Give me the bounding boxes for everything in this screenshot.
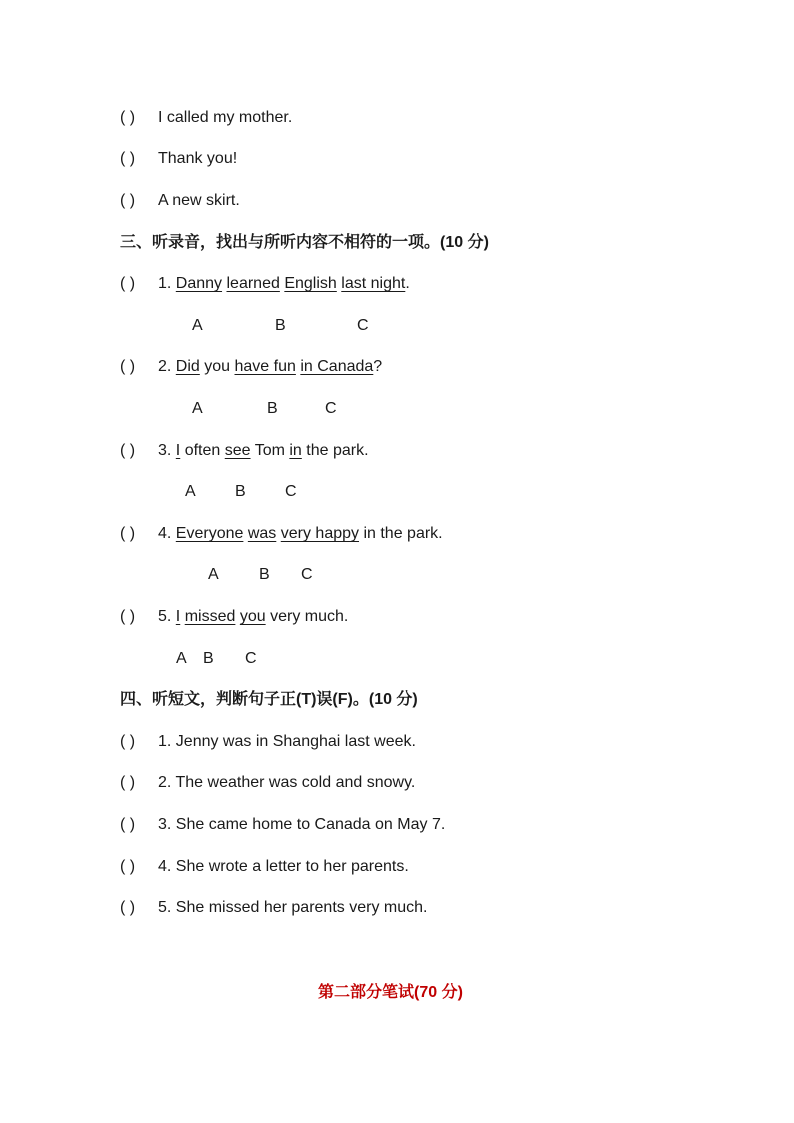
q-num: 5. bbox=[158, 608, 176, 625]
option-letter-a: A bbox=[192, 400, 203, 417]
answer-blank[interactable]: ( ) bbox=[120, 275, 136, 292]
underlined-word: was bbox=[247, 525, 277, 542]
text: . bbox=[405, 275, 410, 292]
text: ? bbox=[373, 358, 383, 375]
underlined-word: I bbox=[175, 442, 181, 459]
underlined-word: Did bbox=[175, 358, 200, 375]
q-num: 3. bbox=[158, 442, 176, 459]
option-text: I called my mother. bbox=[158, 109, 293, 126]
answer-blank[interactable]: ( ) bbox=[120, 608, 136, 625]
underlined-word: last night bbox=[341, 275, 406, 292]
text: you bbox=[199, 358, 235, 375]
option-letter-c: C bbox=[357, 317, 369, 334]
question-1 bbox=[120, 274, 410, 294]
tf-statement: 4. She wrote a letter to her parents. bbox=[158, 858, 409, 875]
underlined-word: very happy bbox=[280, 525, 360, 542]
tf-statement: 5. She missed her parents very much. bbox=[158, 899, 428, 916]
tf-statement: 2. The weather was cold and snowy. bbox=[158, 774, 416, 791]
option-letter-b: B bbox=[267, 400, 278, 417]
answer-blank[interactable]: ( ) bbox=[120, 899, 136, 916]
underlined-word: missed bbox=[184, 608, 236, 625]
answer-blank[interactable]: ( ) bbox=[120, 525, 136, 542]
tf-item bbox=[120, 773, 415, 793]
option-letter-b: B bbox=[203, 650, 214, 667]
option-letter-a: A bbox=[185, 483, 196, 500]
text: in the park. bbox=[359, 525, 443, 542]
question-3 bbox=[120, 441, 369, 461]
option-letter-c: C bbox=[325, 400, 337, 417]
tf-statement: 3. She came home to Canada on May 7. bbox=[158, 816, 446, 833]
option-letter-a: A bbox=[176, 650, 187, 667]
section-4-heading: 四、听短文，判断句子正(T)误(F)。(10 分) bbox=[120, 691, 418, 708]
tf-statement: 1. Jenny was in Shanghai last week. bbox=[158, 733, 416, 750]
underlined-word: I bbox=[175, 608, 181, 625]
option-letter-b: B bbox=[259, 566, 270, 583]
option-letter-a: A bbox=[192, 317, 203, 334]
text: often bbox=[180, 442, 225, 459]
question-2 bbox=[120, 357, 382, 377]
answer-blank[interactable]: ( ) bbox=[120, 774, 136, 791]
option-letter-b: B bbox=[275, 317, 286, 334]
underlined-word: Everyone bbox=[175, 525, 244, 542]
q-num: 2. bbox=[158, 358, 176, 375]
underlined-word: learned bbox=[226, 275, 280, 292]
tf-item bbox=[120, 857, 409, 877]
answer-blank[interactable]: ( ) bbox=[120, 858, 136, 875]
section-3-heading: 三、听录音，找出与所听内容不相符的一项。(10 分) bbox=[120, 234, 489, 251]
tf-item bbox=[120, 815, 445, 835]
underlined-word: English bbox=[284, 275, 337, 292]
tf-item bbox=[120, 898, 427, 918]
answer-blank[interactable]: ( ) bbox=[120, 816, 136, 833]
answer-row bbox=[120, 149, 237, 169]
answer-row bbox=[120, 108, 292, 128]
option-letter-a: A bbox=[208, 566, 219, 583]
answer-blank[interactable]: ( ) bbox=[120, 358, 136, 375]
underlined-word: you bbox=[239, 608, 266, 625]
underlined-word: have fun bbox=[234, 358, 296, 375]
answer-blank[interactable]: ( ) bbox=[120, 150, 136, 167]
underlined-word: in bbox=[289, 442, 302, 459]
tf-item bbox=[120, 732, 416, 752]
answer-blank[interactable]: ( ) bbox=[120, 733, 136, 750]
option-letter-c: C bbox=[245, 650, 257, 667]
underlined-word: Danny bbox=[175, 275, 223, 292]
option-text: A new skirt. bbox=[158, 192, 240, 209]
answer-blank[interactable]: ( ) bbox=[120, 442, 136, 459]
text: Tom bbox=[250, 442, 290, 459]
underlined-word: in Canada bbox=[300, 358, 374, 375]
q-num: 1. bbox=[158, 275, 176, 292]
option-letter-b: B bbox=[235, 483, 246, 500]
part-2-title: 第二部分笔试(70 分) bbox=[318, 984, 463, 1001]
text: the park. bbox=[301, 442, 369, 459]
option-letter-c: C bbox=[285, 483, 297, 500]
text: very much. bbox=[265, 608, 349, 625]
answer-blank[interactable]: ( ) bbox=[120, 192, 136, 209]
answer-row bbox=[120, 191, 240, 211]
q-num: 4. bbox=[158, 525, 176, 542]
question-5 bbox=[120, 607, 348, 627]
answer-blank[interactable]: ( ) bbox=[120, 109, 136, 126]
option-letter-c: C bbox=[301, 566, 313, 583]
underlined-word: see bbox=[224, 442, 251, 459]
question-4 bbox=[120, 524, 443, 544]
option-text: Thank you! bbox=[158, 150, 238, 167]
